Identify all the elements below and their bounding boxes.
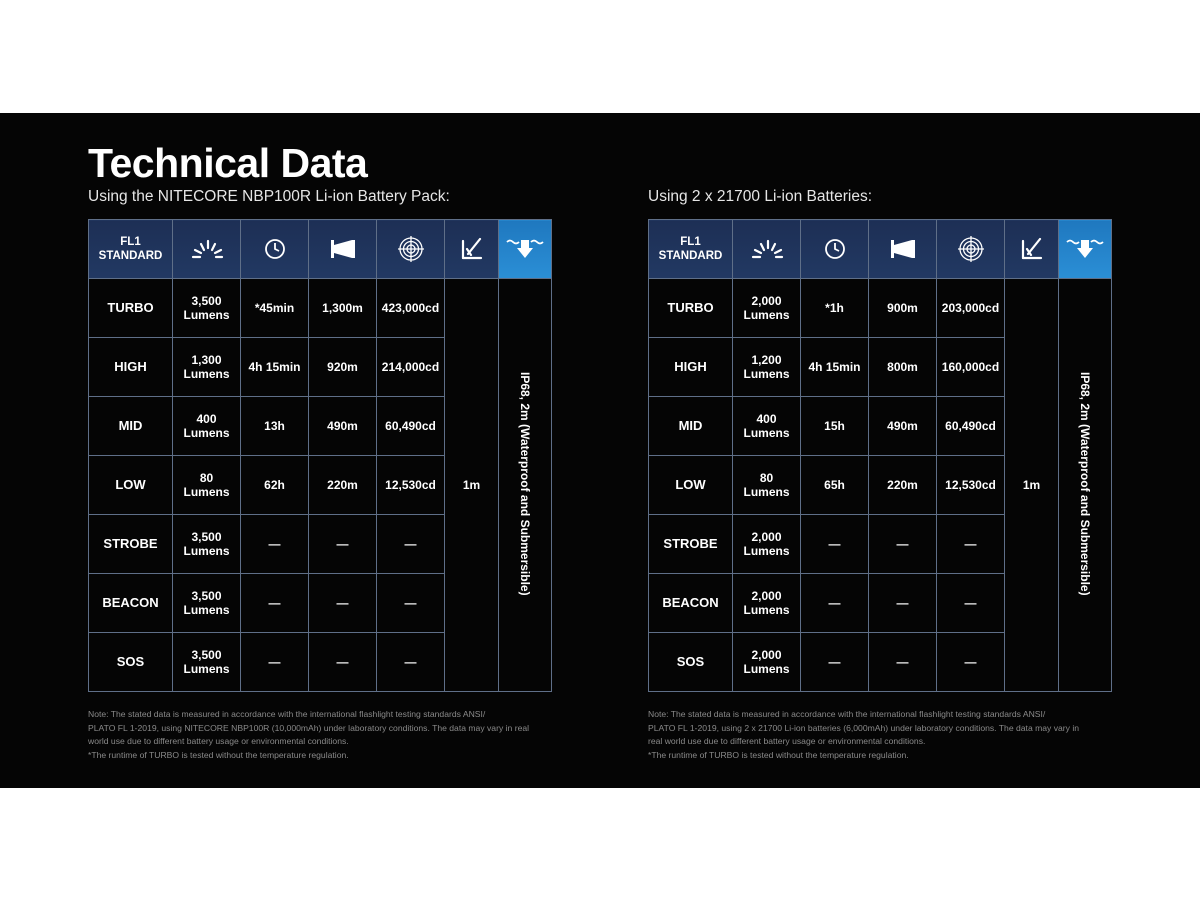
impact-resistance-value: 1m: [445, 279, 499, 692]
intensity-cell: 203,000cd: [937, 279, 1005, 338]
intensity-cell: —: [937, 633, 1005, 692]
left-table-note: [88, 708, 558, 762]
mode-cell: BEACON: [649, 574, 733, 633]
intensity-cell: 12,530cd: [377, 456, 445, 515]
distance-cell: 490m: [869, 397, 937, 456]
runtime-clock-icon: [801, 220, 869, 279]
runtime-cell: —: [241, 633, 309, 692]
output-cell: 80 Lumens: [733, 456, 801, 515]
intensity-cell: 60,490cd: [377, 397, 445, 456]
output-cell: 3,500 Lumens: [173, 574, 241, 633]
mode-cell: SOS: [649, 633, 733, 692]
output-cell: 400 Lumens: [173, 397, 241, 456]
mode-cell: HIGH: [649, 338, 733, 397]
runtime-clock-icon: [241, 220, 309, 279]
mode-cell: STROBE: [649, 515, 733, 574]
mode-cell: LOW: [649, 456, 733, 515]
impact-resistance-icon: [1005, 220, 1059, 279]
waterproof-rating-cell: [499, 279, 552, 692]
intensity-cell: 160,000cd: [937, 338, 1005, 397]
intensity-cell: —: [937, 515, 1005, 574]
mode-cell: LOW: [89, 456, 173, 515]
right-table-subtitle: Using 2 x 21700 Li-ion Batteries:: [648, 188, 873, 205]
distance-cell: 900m: [869, 279, 937, 338]
runtime-cell: —: [801, 574, 869, 633]
distance-cell: 220m: [869, 456, 937, 515]
runtime-cell: —: [241, 574, 309, 633]
table-header-row: [649, 220, 1112, 279]
distance-cell: —: [869, 633, 937, 692]
intensity-cell: 60,490cd: [937, 397, 1005, 456]
mode-cell: MID: [649, 397, 733, 456]
note-line: Note: The stated data is measured in accordance with the international flashlight testing standards ANSI/: [88, 709, 486, 719]
runtime-cell: 4h 15min: [801, 338, 869, 397]
impact-resistance-icon: [445, 220, 499, 279]
waterproof-icon: [1059, 220, 1112, 279]
mode-cell: BEACON: [89, 574, 173, 633]
runtime-cell: 62h: [241, 456, 309, 515]
note-line: PLATO FL 1-2019, using NITECORE NBP100R (10,000mAh) under laboratory conditions. The data may vary in real: [88, 722, 530, 733]
mode-cell: STROBE: [89, 515, 173, 574]
output-cell: 2,000 Lumens: [733, 279, 801, 338]
note-line: Note: The stated data is measured in accordance with the international flashlight testing standards ANSI/: [648, 709, 1046, 719]
runtime-cell: —: [801, 633, 869, 692]
table-header-row: [89, 220, 552, 279]
note-line: *The runtime of TURBO is tested without the temperature regulation.: [648, 749, 909, 760]
note-line: PLATO FL 1-2019, using 2 x 21700 Li-ion batteries (6,000mAh) under laboratory conditions. The data may vary in: [648, 722, 1080, 733]
mode-cell: HIGH: [89, 338, 173, 397]
intensity-cell: —: [377, 515, 445, 574]
intensity-cell: —: [377, 633, 445, 692]
runtime-cell: *45min: [241, 279, 309, 338]
distance-cell: —: [869, 515, 937, 574]
impact-resistance-value: 1m: [1005, 279, 1059, 692]
beam-distance-icon: [309, 220, 377, 279]
beam-distance-icon: [869, 220, 937, 279]
runtime-cell: —: [801, 515, 869, 574]
table-row: [89, 279, 552, 338]
distance-cell: 220m: [309, 456, 377, 515]
output-cell: 1,200 Lumens: [733, 338, 801, 397]
fl1-standard-label: FL1 STANDARD: [89, 220, 173, 279]
waterproof-rating-cell: [1059, 279, 1112, 692]
waterproof-rating-text: IP68, 2m (Waterproof and Submersible): [518, 371, 532, 596]
lumens-output-icon: [173, 220, 241, 279]
output-cell: 3,500 Lumens: [173, 633, 241, 692]
distance-cell: 490m: [309, 397, 377, 456]
spec-table-21700: [648, 219, 1112, 692]
waterproof-icon: [499, 220, 552, 279]
runtime-cell: *1h: [801, 279, 869, 338]
runtime-cell: 65h: [801, 456, 869, 515]
peak-intensity-icon: [377, 220, 445, 279]
mode-cell: SOS: [89, 633, 173, 692]
output-cell: 2,000 Lumens: [733, 574, 801, 633]
output-cell: 2,000 Lumens: [733, 633, 801, 692]
distance-cell: —: [309, 574, 377, 633]
distance-cell: 920m: [309, 338, 377, 397]
note-line: *The runtime of TURBO is tested without the temperature regulation.: [88, 749, 349, 760]
lumens-output-icon: [733, 220, 801, 279]
runtime-cell: —: [241, 515, 309, 574]
output-cell: 1,300 Lumens: [173, 338, 241, 397]
output-cell: 400 Lumens: [733, 397, 801, 456]
distance-cell: 800m: [869, 338, 937, 397]
intensity-cell: —: [377, 574, 445, 633]
runtime-cell: 15h: [801, 397, 869, 456]
fl1-standard-label: FL1 STANDARD: [649, 220, 733, 279]
output-cell: 80 Lumens: [173, 456, 241, 515]
output-cell: 2,000 Lumens: [733, 515, 801, 574]
intensity-cell: 214,000cd: [377, 338, 445, 397]
distance-cell: —: [309, 515, 377, 574]
mode-cell: MID: [89, 397, 173, 456]
table-row: [649, 279, 1112, 338]
intensity-cell: 12,530cd: [937, 456, 1005, 515]
output-cell: 3,500 Lumens: [173, 279, 241, 338]
note-line: world use due to different battery usage or environmental conditions.: [88, 736, 349, 747]
page-title: Technical Data: [88, 140, 368, 186]
distance-cell: —: [309, 633, 377, 692]
mode-cell: TURBO: [649, 279, 733, 338]
distance-cell: —: [869, 574, 937, 633]
intensity-cell: 423,000cd: [377, 279, 445, 338]
output-cell: 3,500 Lumens: [173, 515, 241, 574]
right-table-note: [648, 708, 1118, 762]
runtime-cell: 13h: [241, 397, 309, 456]
distance-cell: 1,300m: [309, 279, 377, 338]
runtime-cell: 4h 15min: [241, 338, 309, 397]
mode-cell: TURBO: [89, 279, 173, 338]
peak-intensity-icon: [937, 220, 1005, 279]
waterproof-rating-text: IP68, 2m (Waterproof and Submersible): [1078, 371, 1092, 596]
note-line: real world use due to different battery usage or environmental conditions.: [648, 736, 926, 747]
intensity-cell: —: [937, 574, 1005, 633]
left-table-subtitle: Using the NITECORE NBP100R Li-ion Battery Pack:: [88, 188, 450, 205]
spec-table-nbp100r: [88, 219, 552, 692]
